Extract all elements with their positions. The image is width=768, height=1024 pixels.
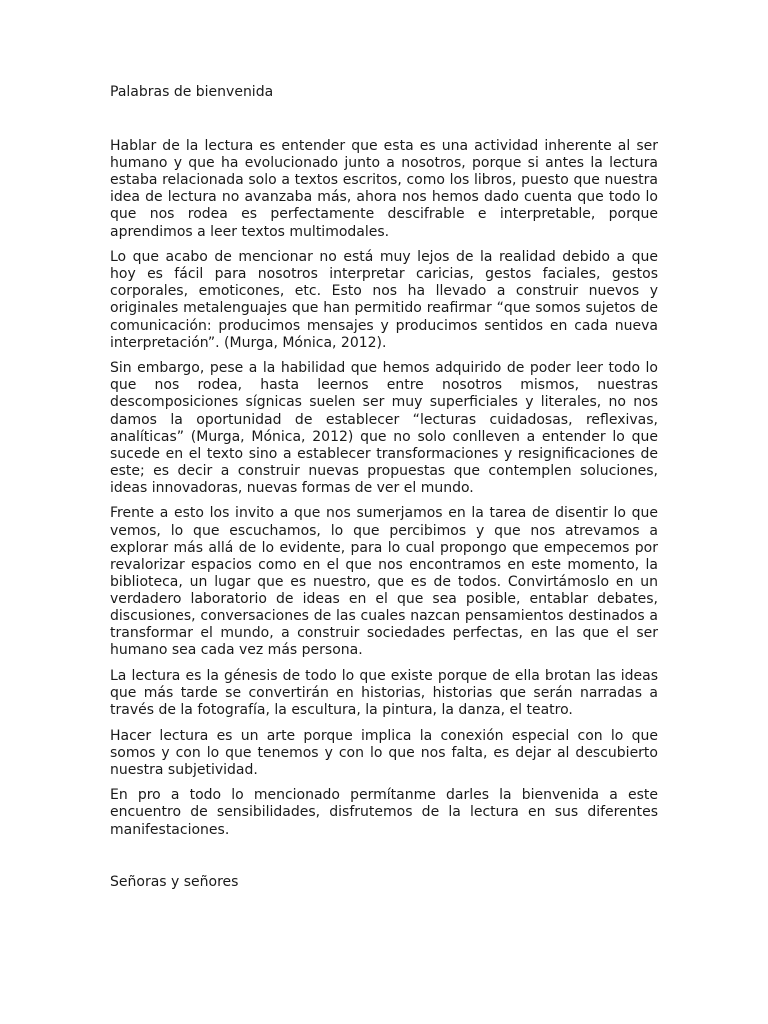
paragraph-7: En pro a todo lo mencionado permítanme darles la bienvenida a este encuentro de sensibilidades, disfrutemos de la lectura en sus diferentes manifestaciones. xyxy=(110,787,658,838)
paragraph-1: Hablar de la lectura es entender que esta es una actividad inherente al ser humano y que ha evolucionado junto a nosotros, porque si antes la lectura estaba relacionada solo a textos escritos, como los libros, puesto que nuestra idea de lectura no avanzaba más, ahora nos hemos dado cuenta que todo lo que nos rodea es perfectamente descifrable e interpretable, porque aprendimos a leer textos multimodales. xyxy=(110,138,658,240)
document-closing: Señoras y señores xyxy=(110,873,239,890)
paragraph-6: Hacer lectura es un arte porque implica la conexión especial con lo que somos y con lo que tenemos y con lo que nos falta, es dejar al descubierto nuestra subjetividad. xyxy=(110,727,658,778)
document-body xyxy=(110,84,658,891)
paragraph-5: La lectura es la génesis de todo lo que existe porque de ella brotan las ideas que más tarde se convertirán en historias, historias que serán narradas a través de la fotografía, la escultura, la pintura, la danza, el teatro. xyxy=(110,667,658,718)
paragraph-4: Frente a esto los invito a que nos sumerjamos en la tarea de disentir lo que vemos, lo que escuchamos, lo que percibimos y que nos atrevamos a explorar más allá de lo evidente, para lo cual propongo que empecemos por revalorizar espacios como en el que nos encontramos en este momento, la biblioteca, un lugar que es nuestro, que es de todos. Convirtámoslo en un verdadero laboratorio de ideas en el que sea posible, entablar debates, discusiones, conversaciones de las cuales nazcan pensamientos destinados a transformar el mundo, a construir sociedades perfectas, en las que el ser humano sea cada vez más persona. xyxy=(110,505,658,659)
paragraph-3: Sin embargo, pese a la habilidad que hemos adquirido de poder leer todo lo que nos rodea, hasta leernos entre nosotros mismos, nuestras descomposiciones sígnicas suelen ser muy superficiales y literales, no nos damos la oportunidad de establecer “lecturas cuidadosas, reflexivas, analíticas” (Murga, Mónica, 2012) que no solo conlleven a entender lo que sucede en el texto sino a establecer transformaciones y resignificaciones de este; es decir a construir nuevas propuestas que contemplen soluciones, ideas innovadoras, nuevas formas de ver el mundo. xyxy=(110,360,658,496)
document-title: Palabras de bienvenida xyxy=(110,84,274,100)
paragraph-2: Lo que acabo de mencionar no está muy lejos de la realidad debido a que hoy es fácil para nosotros interpretar caricias, gestos faciales, gestos corporales, emoticones, etc. Esto nos ha llevado a construir nuevos y originales metalenguajes que han permitido reafirmar “que somos sujetos de comunicación: producimos mensajes y producimos sentidos en cada nueva interpretación”. (Murga, Mónica, 2012). xyxy=(110,249,658,351)
